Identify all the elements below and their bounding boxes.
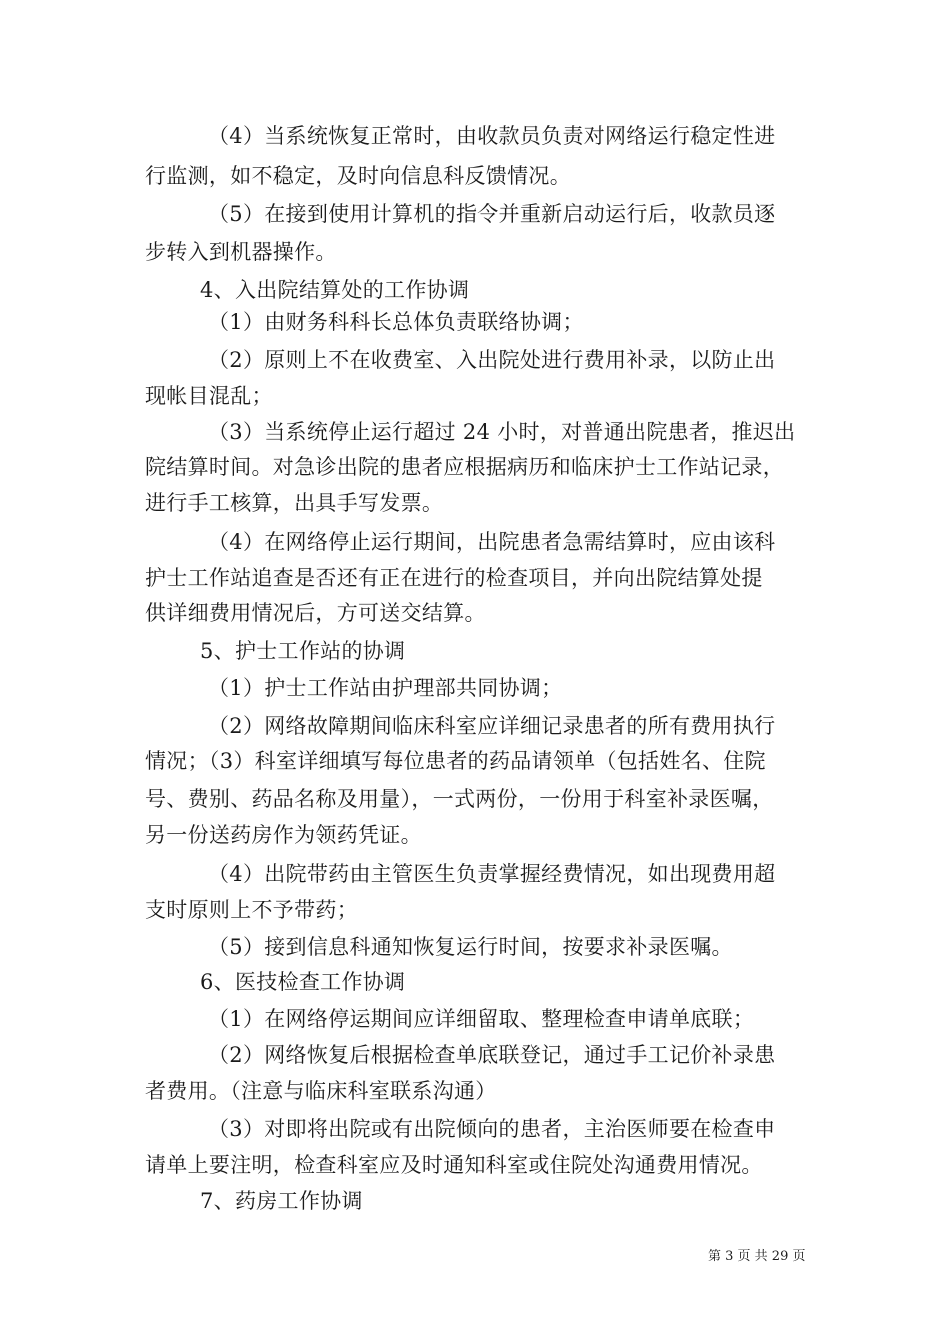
text-line: （3）对即将出院或有出院倾向的患者，主治医师要在检查申: [208, 1117, 776, 1141]
page-footer: 第 3 页 共 29 页: [708, 1249, 806, 1264]
text-line: 供详细费用情况后，方可送交结算。: [145, 601, 486, 625]
text-line: （5）接到信息科通知恢复运行时间，按要求补录医嘱。: [208, 935, 733, 959]
text-line: 另一份送药房作为领药凭证。: [145, 823, 422, 847]
text-line: （5）在接到使用计算机的指令并重新启动运行后，收款员逐: [208, 202, 776, 226]
text-line: （1）在网络停运期间应详细留取、整理检查申请单底联；: [208, 1007, 755, 1031]
text-line: 进行手工核算，出具手写发票。: [145, 491, 444, 515]
text-line: （2）网络故障期间临床科室应详细记录患者的所有费用执行: [208, 714, 776, 738]
text-line: 护士工作站追查是否还有正在进行的检查项目，并向出院结算处提: [145, 566, 763, 590]
section-heading: 7、药房工作协调: [200, 1189, 363, 1213]
text-line: （2）原则上不在收费室、入出院处进行费用补录，以防止出: [208, 348, 776, 372]
text-line: 现帐目混乱；: [145, 384, 273, 408]
section-heading: 6、医技检查工作协调: [200, 970, 406, 994]
text-line: （4）出院带药由主管医生负责掌握经费情况，如出现费用超: [208, 862, 776, 886]
text-line: 请单上要注明，检查科室应及时通知科室或住院处沟通费用情况。: [145, 1153, 763, 1177]
text-line: 步转入到机器操作。: [145, 240, 337, 264]
text-line: 支时原则上不予带药；: [145, 898, 358, 922]
text-line: （4）在网络停止运行期间，出院患者急需结算时，应由该科: [208, 530, 776, 554]
section-heading: 5、护士工作站的协调: [200, 639, 406, 663]
text-line: 号、费别、药品名称及用量），一式两份，一份用于科室补录医嘱，: [145, 787, 774, 811]
text-line: （3）当系统停止运行超过 24 小时，对普通出院患者，推迟出: [208, 420, 796, 444]
text-line: （1）护士工作站由护理部共同协调；: [208, 676, 563, 700]
text-line: 院结算时间。对急诊出院的患者应根据病历和临床护士工作站记录，: [145, 455, 784, 479]
text-line: （2）网络恢复后根据检查单底联登记，通过手工记价补录患: [208, 1043, 776, 1067]
text-line: 行监测，如不稳定，及时向信息科反馈情况。: [145, 164, 571, 188]
text-line: 者费用。（注意与临床科室联系沟通）: [145, 1079, 497, 1103]
text-line: 情况；（3）科室详细填写每位患者的药品请领单（包括姓名、住院: [145, 749, 766, 773]
section-heading: 4、入出院结算处的工作协调: [200, 278, 470, 302]
text-line: （4）当系统恢复正常时，由收款员负责对网络运行稳定性进: [208, 124, 776, 148]
text-line: （1）由财务科科长总体负责联络协调；: [208, 310, 584, 334]
